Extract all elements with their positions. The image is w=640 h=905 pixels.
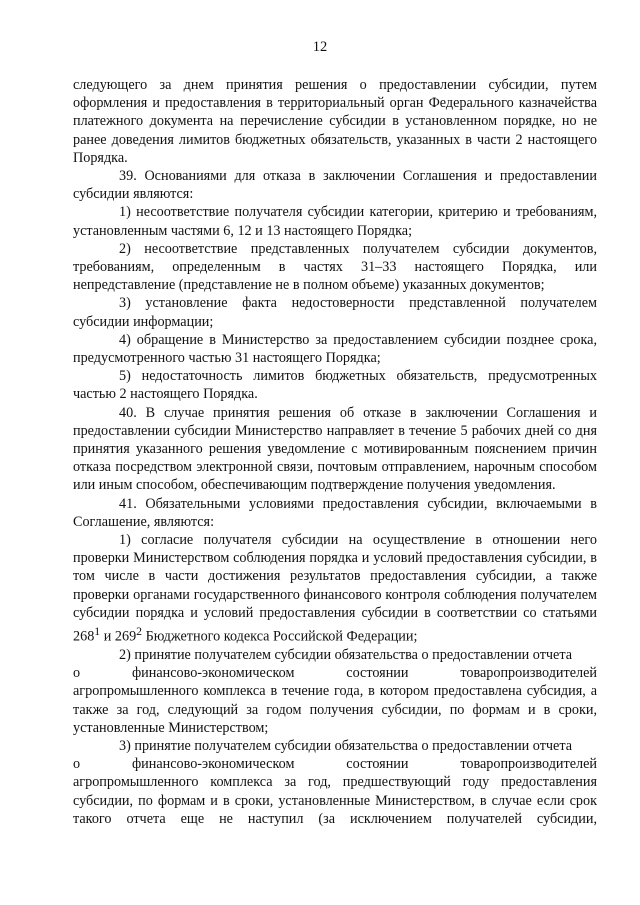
- paragraph-41: 41. Обязательными условиями предоставления субсидии, включаемыми в Соглашение, являются:: [73, 495, 597, 530]
- list-item-39-5: 5) недостаточность лимитов бюджетных обязательств, предусмотренных частью 2 настоящего Порядка.: [73, 368, 597, 403]
- paragraph-39: 39. Основаниями для отказа в заключении Соглашения и предоставлении субсидии являются:: [73, 168, 597, 203]
- superscript-2: 2: [136, 624, 143, 639]
- list-item-39-4: 4) обращение в Министерство за предоставлением субсидии позднее срока, предусмотренного частью 31 настоящего Порядка;: [73, 331, 597, 367]
- list-item-41-1-end: Бюджетного кодекса Российской Федерации;: [142, 628, 418, 645]
- superscript-1: 1: [94, 624, 101, 639]
- list-item-39-1: 1) несоответствие получателя субсидии категории, критерию и требованиям, установленным частями 6, 12 и 13 настоящего Порядка;: [73, 204, 597, 239]
- list-item-41-1-middle: и 269: [100, 628, 137, 645]
- list-item-41-2-second-line: о финансово-экономическом состоянии товаропроизводителей: [73, 665, 597, 682]
- list-item-41-3-rest: агропромышленного комплекса за год, предшествующий году предоставления субсидии, по формам и в сроки, установленные Министерством, в случае если срок такого отчета еще не наступил (за исключением получателей субсидии,: [73, 774, 597, 827]
- page-number: 12: [312, 39, 328, 55]
- list-item-41-3-second-line: о финансово-экономическом состоянии товаропроизводителей: [73, 756, 597, 773]
- list-item-41-2-first-line: 2) принятие получателем субсидии обязательства о предоставлении отчета: [119, 647, 573, 664]
- paragraph-continuation: следующего за днем принятия решения о предоставлении субсидии, путем оформления и предоставления в территориальный орган Федерального казначейства платежного документа на перечисление субсидии в установленном порядке, но не ранее доведения лимитов бюджетных обязательств, указанных в части 2 настоящего Порядка.: [73, 77, 597, 166]
- list-item-41-3-first-line: 3) принятие получателем субсидии обязательства о предоставлении отчета: [119, 738, 573, 755]
- list-item-39-2: 2) несоответствие представленных получателем субсидии документов, требованиям, определенным в частях 31–33 настоящего Порядка, или непредставление (представление не в полном объеме) указанных документов;: [73, 240, 597, 294]
- list-item-41-1-text: 1) согласие получателя субсидии на осуществление в отношении него проверки Министерством соблюдения порядка и условий предоставления субсидии, в том числе в части достижения результатов предоставления субсидии, а также проверки органами государственного финансового контроля соблюдения получателем субсидии порядка и условий предоставления субсидии в соответствии со статьями 268: [73, 532, 597, 645]
- paragraph-40: 40. В случае принятия решения об отказе в заключении Соглашения и предоставлении субсидии Министерство направляет в течение 5 рабочих дней со дня принятия указанного решения уведомление с мотивированным пояснением причин отказа посредством электронной связи, почтовым отправлением, нарочным способом или иным способом, обеспечивающим подтверждение получения уведомления.: [73, 404, 597, 494]
- list-item-41-2-rest: агропромышленного комплекса в течение года, в котором предоставлена субсидия, а также за год, следующий за годом получения субсидии, по формам и в сроки, установленные Министерством;: [73, 683, 597, 736]
- document-body: [73, 76, 597, 828]
- list-item-39-3: 3) установление факта недостоверности представленной получателем субсидии информации;: [73, 295, 597, 330]
- list-item-41-1: [73, 531, 597, 646]
